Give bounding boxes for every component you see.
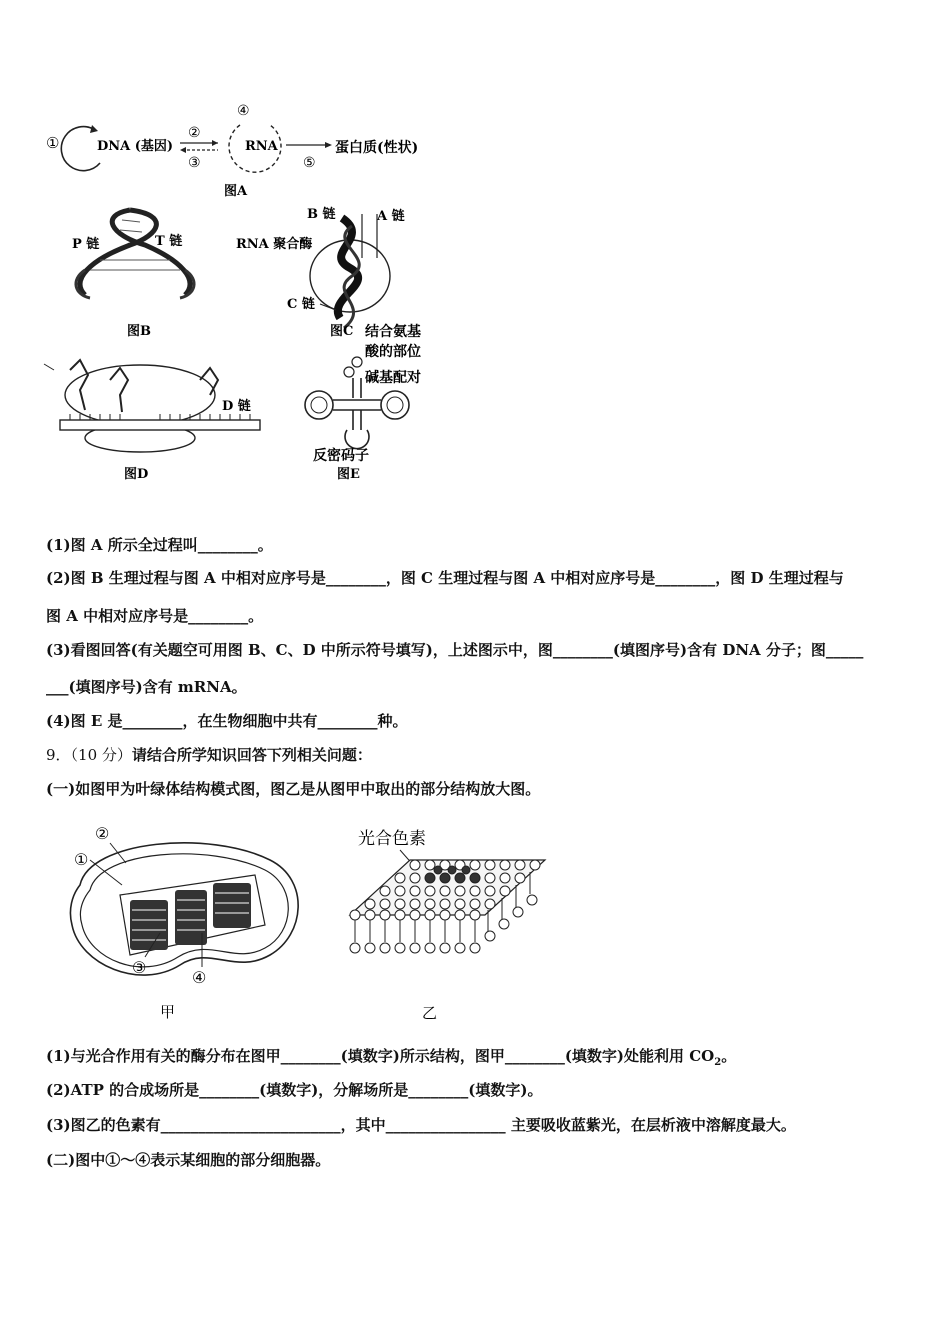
q9-part1-question1 <box>46 1046 736 1073</box>
figd-caption: 图D <box>124 467 149 482</box>
fige-t-loop <box>381 391 409 419</box>
fige-center-body <box>333 400 381 430</box>
figa-circle-2: ② <box>188 125 201 141</box>
figc-dna-helix <box>338 218 358 318</box>
q9-q1-text: (1)与光合作用有关的酶分布在图甲________(填数字)所示结构，图甲________(填数字)处能利用 CO <box>46 1047 715 1065</box>
fige-anticodon-loop <box>345 430 369 449</box>
figa-circle-3: ③ <box>188 155 201 171</box>
figure-d <box>40 350 265 490</box>
figa-rna-label: RNA <box>245 139 278 154</box>
figa-dna-label: DNA (基因) <box>97 139 174 154</box>
figa-arrowhead-3 <box>180 147 186 153</box>
fige-t-loop-inner <box>387 397 403 413</box>
yi-caption: 乙 <box>422 1004 438 1022</box>
figc-rna-polymerase-label: RNA 聚合酶 <box>236 237 313 252</box>
figb-t-strand-label: T 链 <box>155 234 183 249</box>
q8-part4: (4)图 E 是________，在生物细胞中共有________种。 <box>46 712 408 730</box>
figa-circle-1: ① <box>46 134 60 152</box>
fige-caption: 图E <box>337 467 360 482</box>
figd-trna-left <box>70 360 88 410</box>
figure-yi-membrane <box>340 820 560 1030</box>
q9-header <box>46 745 372 765</box>
figa-arrowhead-5 <box>325 142 332 148</box>
q9-q1-end: 。 <box>721 1047 737 1065</box>
fige-binding-site-line1: 结合氨基 <box>365 324 421 340</box>
figa-caption: 图A <box>224 184 248 199</box>
figb-helix-strand-2 <box>112 210 190 295</box>
fige-amino-acid-site <box>352 357 362 367</box>
jia-label-2: ② <box>95 824 110 843</box>
figd-d-strand-label: D 链 <box>222 399 251 414</box>
figa-replication-loop <box>61 127 100 171</box>
q9-title: 请结合所学知识回答下列相关问题： <box>131 746 372 764</box>
jia-pointer-2 <box>110 843 126 863</box>
q8-part2-line1: (2)图 B 生理过程与图 A 中相对应序号是________，图 C 生理过程与图 A 中相对应序号是________，图 D 生理过程与 <box>46 569 844 587</box>
yi-pigment-label: 光合色素 <box>358 829 426 849</box>
q9-number: 9．（10 分） <box>46 746 132 764</box>
fige-anticodon-label: 反密码子 <box>313 448 369 464</box>
fige-binding-site-line2: 酸的部位 <box>365 344 421 360</box>
fige-acceptor-stem <box>353 378 361 398</box>
figd-mrna-strand <box>60 420 260 430</box>
figure-jia-chloroplast <box>60 815 310 1025</box>
fige-d-loop-inner <box>311 397 327 413</box>
figa-protein-label: 蛋白质(性状) <box>335 140 419 156</box>
q8-part3-line2: ___(填图序号)含有 mRNA。 <box>46 678 247 696</box>
figc-b-strand-label: B 链 <box>307 207 336 222</box>
jia-caption: 甲 <box>160 1003 176 1021</box>
fige-base-pair-label: 碱基配对 <box>365 370 421 386</box>
q9-section1-intro: (一)如图甲为叶绿体结构模式图，图乙是从图甲中取出的部分结构放大图。 <box>46 780 541 798</box>
figa-circle-4: ④ <box>237 103 250 119</box>
fige-d-loop <box>305 391 333 419</box>
q9-section2-intro: (二)图中①～④表示某细胞的部分细胞器。 <box>46 1151 331 1169</box>
figc-caption: 图C <box>330 324 354 339</box>
figa-circle-5: ⑤ <box>303 155 316 171</box>
figure-e <box>295 320 445 485</box>
figure-a <box>40 95 440 205</box>
figb-caption: 图B <box>127 324 151 339</box>
q8-part3-line1: (3)看图回答(有关题空可用图 B、C、D 中所示符号填写)，上述图示中，图________(填图序号)含有 DNA 分子；图_____ <box>46 641 864 659</box>
q9-q1-subscript: 2 <box>714 1057 722 1068</box>
figc-c-strand-label: C 链 <box>287 297 315 312</box>
figc-a-strand-label: A 链 <box>377 209 405 224</box>
figb-helix-strand-1 <box>80 210 156 295</box>
figa-loop-arrowhead <box>90 125 98 133</box>
figd-trna-right <box>200 368 218 395</box>
figd-trna-center <box>110 368 128 412</box>
figb-p-strand-label: P 链 <box>72 237 100 252</box>
q9-part1-question3: (3)图乙的色素有________________________，其中________________ 主要吸收蓝紫光，在层析液中溶解度最大。 <box>46 1116 796 1134</box>
q8-part1: (1)图 A 所示全过程叫________。 <box>46 536 273 554</box>
figure-b <box>60 200 230 340</box>
figd-exit-arrow <box>44 364 54 370</box>
jia-label-3: ③ <box>132 958 147 977</box>
fige-phosphate <box>344 367 354 377</box>
jia-label-4: ④ <box>192 968 207 987</box>
q8-part2-line2: 图 A 中相对应序号是________。 <box>46 607 264 625</box>
jia-pointer-1 <box>90 860 122 885</box>
jia-label-1: ① <box>74 850 89 869</box>
figa-arrowhead-2 <box>212 140 218 146</box>
q9-part1-question2: (2)ATP 的合成场所是________(填数字)，分解场所是________(填数字)。 <box>46 1081 543 1099</box>
figc-c-pointer <box>320 304 336 310</box>
